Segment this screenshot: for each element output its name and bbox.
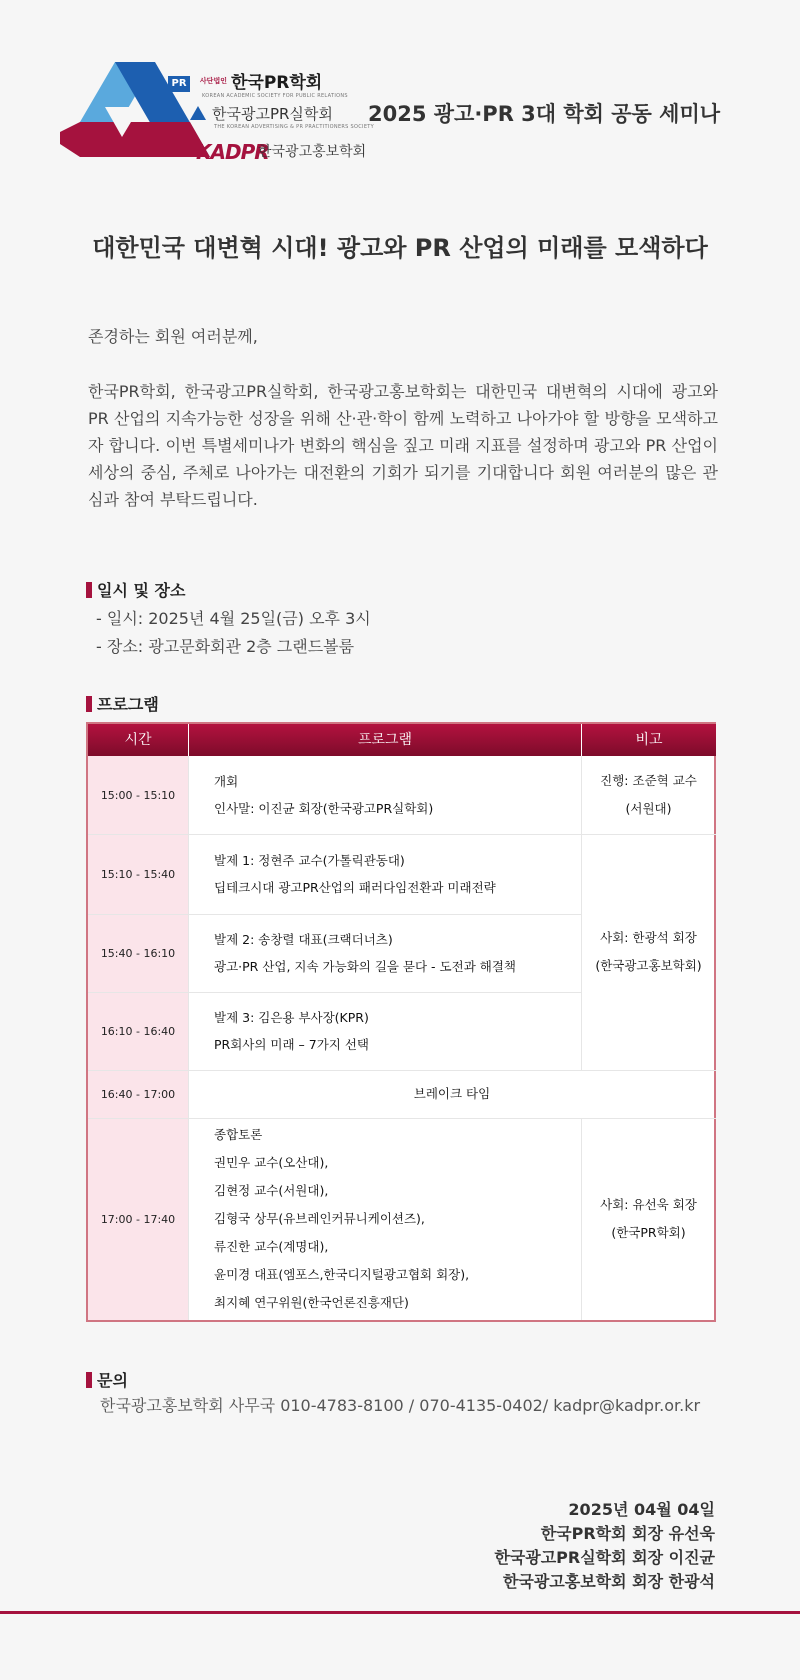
table-row-program: 종합토론 권민우 교수(오산대), 김현정 교수(서원대), 김형국 상무(유브레인커뮤니케이션즈), 류진한 교수(계명대), 윤미경 대표(엠포스,한국디지털광고협회 회장), 최지혜 연구위원(한국언론진흥재단) [214, 1127, 470, 1310]
society-1-name: PR $^{사단법인}$ 한국PR학회 KOREAN ACADEMIC SOCIETY FOR PUBLIC RELATIONS [168, 68, 348, 99]
col-time-header: 시간 [88, 724, 188, 756]
society-3-name: 한국광고홍보학회 [258, 144, 367, 160]
program-heading: 프로그램 [86, 692, 159, 715]
table-row-note: 진행: 조준혁 교수 (서원대) [600, 773, 697, 816]
table-row-note: 사회: 한광석 회장 (한국광고홍보학회) [595, 930, 702, 973]
table-row-time: 15:10 - 15:40 [88, 834, 188, 914]
greeting: 존경하는 회원 여러분께, [88, 327, 258, 346]
signature-line: 한국PR학회 회장 유선욱 [540, 1524, 715, 1543]
table-row-program: 발제 2: 송창렬 대표(크랙더너츠) 광고·PR 산업, 지속 가능화의 길을 묻다 - 도전과 해결책 [214, 932, 516, 974]
contact-info: 한국광고홍보학회 사무국 010-4783-8100 / 070-4135-0402/ kadpr@kadpr.or.kr [100, 1396, 701, 1415]
kadpr-logo: KADPR [196, 140, 269, 164]
col-program-header: 프로그램 [188, 724, 581, 756]
section-bar-icon [86, 1372, 92, 1388]
col-note-header: 비고 [581, 724, 716, 756]
table-row-program: 발제 3: 김은용 부사장(KPR) PR회사의 미래 – 7가지 선택 [214, 1010, 369, 1052]
schedule-heading: 일시 및 장소 [86, 578, 185, 601]
society-2-triangle-icon [190, 106, 206, 120]
table-row-time: 16:40 - 17:00 [88, 1070, 188, 1118]
bottom-divider [0, 1611, 800, 1614]
contact-heading: 문의 [86, 1368, 128, 1391]
pr-badge-icon: PR [168, 76, 190, 92]
table-row-program: 발제 1: 정현주 교수(가톨릭관동대) 딥테크시대 광고PR산업의 패러다임전환과 미래전략 [214, 853, 496, 895]
signature-line: 한국광고PR실학회 회장 이진균 [494, 1548, 715, 1567]
table-row-program: 개회 인사말: 이진균 회장(한국광고PR실학회) [214, 774, 434, 816]
body-text: 한국PR학회, 한국광고PR실학회, 한국광고홍보학회는 대한민국 대변혁의 시대에 광고와 PR 산업의 지속가능한 성장을 위해 산·관·학이 함께 노력하고 나아가야 할 방향을 모색하고자 합니다. 이번 특별세미나가 변화의 핵심을 짚고 미래 지표를 설정하며 광고와 PR 산업이 세상의 중심, 주체로 나아가는 대전환의 기회가 되기를 기대합니다 회원 여러분의 많은 관심과 참여 부탁드립니다. [88, 382, 718, 509]
table-row-time: 16:10 - 16:40 [88, 992, 188, 1070]
section-bar-icon [86, 696, 92, 712]
schedule-place: - 장소: 광고문화회관 2층 그랜드볼룸 [96, 637, 355, 656]
society-1-english: KOREAN ACADEMIC SOCIETY FOR PUBLIC RELATIONS [202, 93, 348, 99]
program-table [86, 722, 716, 1322]
schedule-date: - 일시: 2025년 4월 25일(금) 오후 3시 [96, 609, 371, 628]
signature-line: 한국광고홍보학회 회장 한광석 [502, 1572, 715, 1591]
table-row-note: 사회: 유선욱 회장 (한국PR학회) [600, 1197, 697, 1240]
section-bar-icon [86, 582, 92, 598]
table-row-time: 17:00 - 17:40 [88, 1118, 188, 1320]
main-title: 대한민국 대변혁 시대! 광고와 PR 산업의 미래를 모색하다 [92, 234, 708, 262]
table-row-time: 15:40 - 16:10 [88, 914, 188, 992]
society-2-english: THE KOREAN ADVERTISING & PR PRACTITIONERS SOCIETY [214, 124, 374, 130]
society-2-name: 한국광고PR실학회 THE KOREAN ADVERTISING & PR PRACTITIONERS SOCIETY [214, 103, 374, 130]
table-row-time: 15:00 - 15:10 [88, 756, 188, 834]
signature-date: 2025년 04월 04일 [568, 1500, 715, 1519]
seminar-title: 2025 광고·PR 3대 학회 공동 세미나 [368, 102, 721, 126]
break-time-label: 브레이크 타임 [413, 1086, 491, 1101]
signature-block [494, 1498, 715, 1594]
